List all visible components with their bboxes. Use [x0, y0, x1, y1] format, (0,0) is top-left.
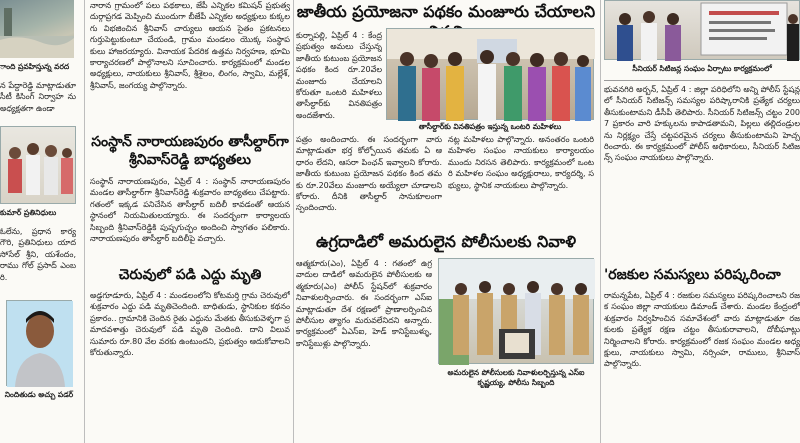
column-two-text-top: నారాన గ్రామంలో పలు పథకాలు, జేపీ ఎన్నికల కమిషన్ ప్రభుత్వ దుర్గాప్రగడ మెప్పించి ముందుగా బీజేపీ ఎన్నికల అధ్యక్షులు కుక్కలగు విభజించిన శ్రీనివాస్ చార్యులు ఆయన సైతం ప్రకటనలు గుర్తుపెట్టుకుంటూ చేయండి, గ్రామం మండలం యొక్క సంస్థాపకులు హాజరయ్యారు. వినాయక పేదరిక ఉత్తమ నిర్వహణ, భూమి కార్యాచరణలో పాల్గొనాలని సూచించారు. కార్యక్రమంలో మండల అధ్యక్షులు, నాయకులు శ్రీనివాస్, శ్రీశైలం, లింగం, స్వామి, మల్లేశ్, శ్రీనివాస్, జంగయ్య పాల్గొన్నారు.	[90, 1, 290, 90]
left-column	[0, 0, 78, 443]
column-three-text-4: ఆత్మకూరు(ఎం), ఏప్రిల్ 4 : గతంలో ఉగ్రవాదుల దాడిలో అమరులైన పోలీసులకు ఆత్మకూరు(ఎం) పోలీస్ స్టేషన్‌లో శుక్రవారం నివాళులర్పించారు. ఈ సందర్భంగా ఎస్ఐ మాట్లాడుతూ దేశ రక్షణలో ప్రాణాలర్పించిన పోలీసుల త్యాగం మరువలేనిదని అన్నారు. కార్యక్రమంలో ఏఎస్ఐ, హెడ్ కానిస్టేబుళ్ళు, కానిస్టేబుళ్లు పాల్గొన్నారు.	[296, 259, 432, 348]
column-two-text-bottom: అడ్డగూడూరు, ఏప్రిల్ 4 : మండలంలోని కోటమర్తి గ్రామ చెరువులో శుక్రవారం ఎద్దు పడి మృతిచెందింది. బాధితుడు, స్థానికుల కథనం ప్రకారం.. గ్రామానికి చెందిన రైతు ఎద్దును మేతకు తీసుకువెళ్ళగా ప్రమాదవశాత్తు చెరువులో పడి మృతి చెందింది. దాని విలువ సుమారు రూ.80 వేల వరకు ఉంటుందని, ప్రభుత్వం ఆదుకోవాలని కోరుతున్నారు.	[90, 291, 290, 358]
senior-citizens-photo	[604, 0, 800, 60]
group-people-illustration	[1, 127, 77, 205]
left-text-top: న పేద్దారెడ్డి మాట్లాడుతూ సీటీ కిసింగ్ నిర్వాహ ను అధ్యక్షతగా ఉండా	[0, 81, 76, 113]
column-divider-3	[600, 0, 601, 443]
flood-caption: ాంది ప్రవహిస్తున్న వరద	[0, 62, 70, 71]
column-three	[296, 0, 596, 443]
headline-tahsildar: సంస్థాన్ నారాయణపురం తాసీల్దార్‌గా శ్రీనివాస్‌రెడ్డి బాధ్యతలు	[91, 134, 289, 168]
headline-police-tribute: ఉగ్రదాడిలో అమరులైన పోలీసులకు నివాళి	[315, 232, 577, 251]
column-divider-1	[84, 0, 85, 443]
police-photo-caption: అమరులైన పోలీసులకు నివాళులర్పిస్తున్న ఎస్ఐ కృష్ణయ్య, పోలీసు సిబ్బంది	[447, 368, 585, 387]
police-tribute-photo	[438, 258, 594, 364]
column-two-text-mid: సంస్థాన్ నారాయణపురం, ఏప్రిల్ 4 : సంస్థాన్ నారాయణపురం మండల తాసీల్దార్‌గా శ్రీనివాస్‌రెడ్డి శుక్రవారం బాధ్యతలు చేపట్టారు. గతంలో ఇక్కడ పనిచేసిన తాసీల్దార్ బదిలీ కావడంతో ఆయన స్థానంలో నియమితులయ్యారు. ఈ సందర్భంగా కార్యాలయ సిబ్బంది శ్రీనివాస్‌రెడ్డికి పుష్పగుచ్ఛం అందించి స్వాగతం పలికారు. నారాయణపురం తాసీల్దార్ బదిలీపై వచ్చారు.	[90, 177, 290, 244]
flood-photo	[0, 0, 74, 58]
senior-citizens-caption: సీనియర్ సిటిజన్ల సంఘం ఏర్పాటు కార్యక్రమంలో	[632, 64, 772, 73]
meeting-illustration	[605, 1, 800, 61]
police-group-illustration	[439, 259, 595, 365]
column-four-text-1: భువనగిరి అర్బన్, ఏప్రిల్ 4 : జిల్లా పరిధిలోని అన్ని పోలీస్ స్టేషన్లలో సీనియర్ సిటిజన్స్ సమస్యల పరిష్కారానికి ప్రత్యేక చర్యలు తీసుకుంటామని డీసీపీ తెలిపారు. సీనియర్ సిటిజన్స్ చట్టం 2007 ప్రకారం వారి హక్కులను కాపాడతామని, పిల్లలు తల్లిదండ్రులను నిర్లక్ష్యం చేస్తే చట్టపరమైన చర్యలు తీసుకుంటామని హెచ్చరించారు. ఈ కార్యక్రమంలో పోలీస్ అధికారులు, సీనియర్ సిటిజన్స్ సంఘం నాయకులు పాల్గొన్నారు.	[604, 85, 800, 163]
portrait-illustration	[7, 301, 73, 387]
portrait-caption: నిందితుడు అచ్చు పడర్	[4, 390, 74, 399]
column-two	[90, 0, 290, 443]
women-group-illustration	[387, 29, 595, 121]
group-photo-left	[0, 126, 76, 204]
column-three-text-2: పత్రం అందించారు. ఈ సందర్భంగా వారు మాట్లాడుతూ భర్త కోల్పోయిన తమకు ఏ ఆధారం లేదని, ఆసరా పింఛన్ ఇవ్వాలని కోరారు. జాతీయ కుటుంబ ప్రయోజన పథకం కింద తమకు రూ.20వేలు మంజూరు అయ్యేలా చూడాలని కోరారు. దీనికి తాసీల్దార్ సానుకూలంగా స్పందించారు.	[296, 135, 442, 213]
flood-illustration	[0, 0, 74, 58]
group-caption-left: కుమార్ ప్రతినిధులు	[0, 208, 57, 217]
column-three-text-3: నట్ల మహిళలు పాల్గొన్నారు. అనంతరం ఒంటరి మహిళల సంఘం నాయకులు కార్యాలయం ముందు నిరసన తెలిపారు. కార్యక్రమంలో ఒంటరి మహిళల సంఘం అధ్యక్షురాలు, కార్యదర్శి, సభ్యులు, స్థానిక నాయకులు పాల్గొన్నారు.	[448, 135, 594, 190]
headline-rajakas: 'రజకుల సమస్యలు పరిష్కరించా	[604, 267, 781, 283]
column-divider-2	[293, 0, 294, 443]
column-four-text-2: రామన్నపేట, ఏప్రిల్ 4 : రజకుల సమస్యలు పరిష్కరించాలని రజక సంఘం జిల్లా నాయకులు డిమాండ్ చేశారు. మండల కేంద్రంలో శుక్రవారం నిర్వహించిన సమావేశంలో వారు మాట్లాడుతూ రజకులకు ప్రత్యేక రక్షణ చట్టం తీసుకురావాలని, దోబీఘాట్లు నిర్మించాలని కోరారు. కార్యక్రమంలో రజక సంఘం మండల అధ్యక్షులు, నాయకులు స్వామి, నర్సింహ, రాములు, శ్రీనివాస్ పాల్గొన్నారు.	[604, 291, 800, 369]
column-three-text-1: కుర్నాపల్లి, ఏప్రిల్ 4 : కేంద్ర ప్రభుత్వం అమలు చేస్తున్న జాతీయ కుటుంబ ప్రయోజన పథకం కింద రూ.20వేల మంజూరు చేయాలని కోరుతూ ఒంటరి మహిళలు తాసీల్దార్‌కు వినతిపత్రం అందజేశారు.	[296, 31, 382, 120]
headline-national-scheme: జాతీయ ప్రయోజనా పథకం మంజూరు చేయాలని	[296, 2, 596, 21]
accused-portrait	[6, 300, 72, 386]
section-rule	[604, 80, 800, 81]
column-four	[604, 0, 800, 443]
petition-photo-caption: తాసీల్దార్‌కు వినతిపత్రం ఇస్తున్న ఒంటరి మహిళలు	[418, 122, 562, 131]
left-text-mid: ఓలేను, ప్రధాన కార్య గౌరి, ప్రతినిధులు యాద సోసేల్ శ్రీని, యశేందం, రాము గోల్ ప్రసాద్ ఎంబరి.	[0, 227, 76, 282]
headline-ox-death: చెరువులో పడి ఎద్దు మృతి	[118, 267, 262, 283]
women-petition-photo	[386, 28, 594, 120]
